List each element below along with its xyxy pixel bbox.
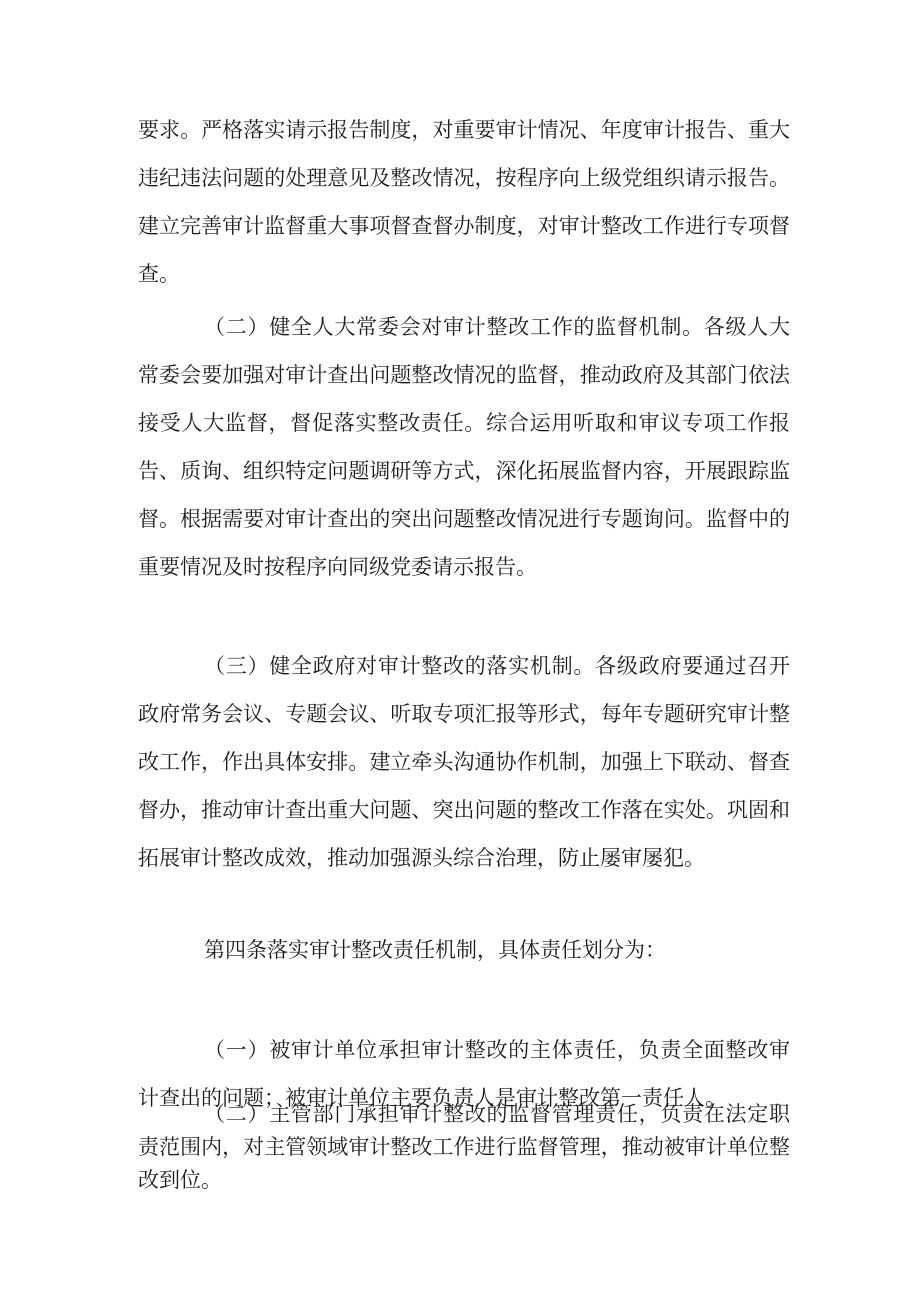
- paragraph-competent-department-responsibility: （二）主管部门承担审计整改的监督管理责任，负责在法定职责范围内，对主管领域审计整改工作进行监督管理，推动被审计单位整改到位。: [138, 1102, 790, 1192]
- paragraph-audited-unit-responsibility: （一）被审计单位承担审计整改的主体责任，负责全面整改审计查出的问题；被审计单位主要负责人是审计整改第一责任人。: [138, 1038, 790, 1110]
- paragraph-npc-supervision: （二）健全人大常委会对审计整改工作的监督机制。各级人大常委会要加强对审计查出问题整改情况的监督，推动政府及其部门依法接受人大监督，督促落实整改责任。综合运用听取和审议专项工作报告、质询、组织特定问题调研等方式，深化拓展监督内容，开展跟踪监督。根据需要对审计查出的突出问题整改情况进行专题询问。监督中的重要情况及时按程序向同级党委请示报告。: [138, 315, 790, 579]
- paragraph-article-four: 第四条落实审计整改责任机制，具体责任划分为：: [204, 938, 666, 962]
- paragraph-government-implementation: （三）健全政府对审计整改的落实机制。各级政府要通过召开政府常务会议、专题会议、听取专项汇报等形式，每年专题研究审计整改工作，作出具体安排。建立牵头沟通协作机制，加强上下联动、督查督办，推动审计查出重大问题、突出问题的整改工作落在实处。巩固和拓展审计整改成效，推动加强源头综合治理，防止屡审屡犯。: [138, 654, 790, 870]
- paragraph-reporting-requirements: 要求。严格落实请示报告制度，对重要审计情况、年度审计报告、重大违纪违法问题的处理意见及整改情况，按程序向上级党组织请示报告。建立完善审计监督重大事项督查督办制度，对审计整改工作进行专项督查。: [138, 118, 790, 286]
